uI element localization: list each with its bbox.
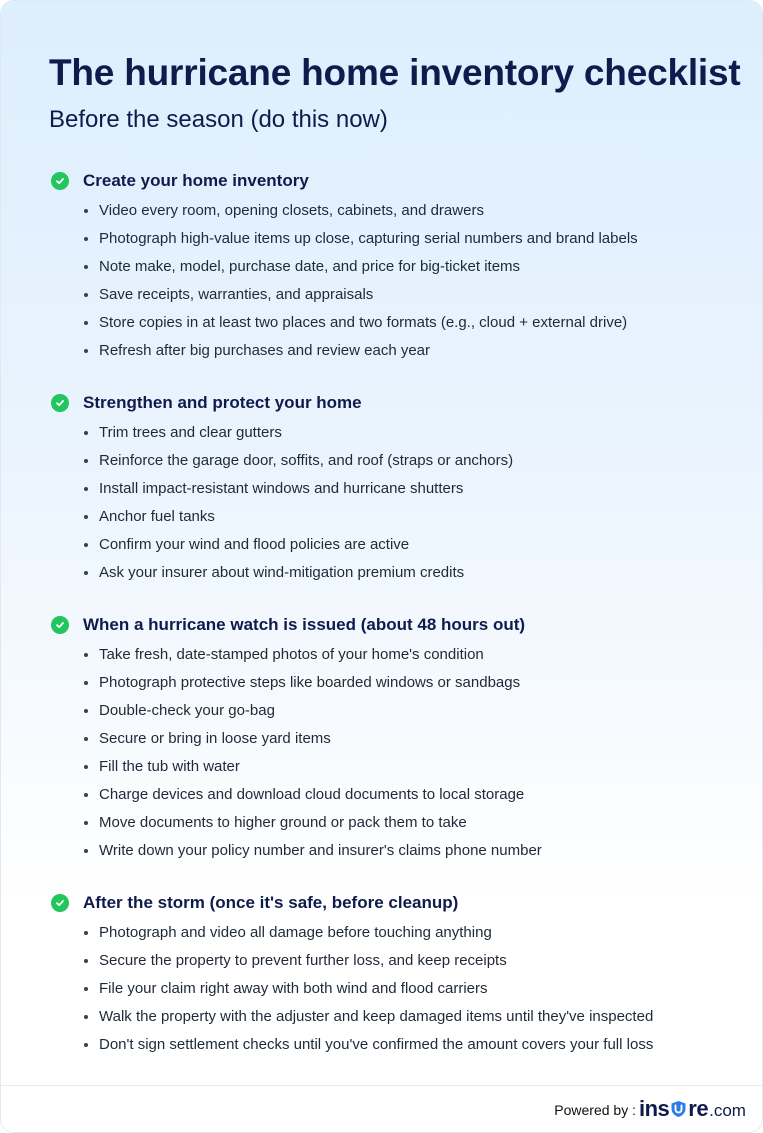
- page-title: The hurricane home inventory checklist: [49, 52, 741, 93]
- section-after-storm: [51, 891, 741, 1059]
- bullet-dot: [84, 849, 88, 853]
- shield-u-icon: [670, 1098, 687, 1116]
- bullet-dot: [84, 515, 88, 519]
- section-header: [51, 391, 741, 415]
- list-item: Trim trees and clear gutters: [51, 419, 741, 447]
- list-item: Don't sign settlement checks until you've confirmed the amount covers your full loss: [51, 1031, 741, 1059]
- section-title: When a hurricane watch is issued (about 48 hours out): [83, 615, 526, 634]
- check-circle-icon: [51, 172, 69, 190]
- list-item: Ask your insurer about wind-mitigation premium credits: [51, 559, 741, 587]
- bullet-dot: [84, 265, 88, 269]
- list-item: Fill the tub with water: [51, 753, 741, 781]
- page-subtitle: Before the season (do this now): [49, 106, 388, 133]
- bullet-dot: [84, 571, 88, 575]
- list-item: Store copies in at least two places and two formats (e.g., cloud + external drive): [51, 309, 741, 337]
- section-header: [51, 891, 741, 915]
- powered-by-label: Powered by :: [554, 1102, 636, 1118]
- bullet-dot: [84, 765, 88, 769]
- bullet-dot: [84, 487, 88, 491]
- list-item: Move documents to higher ground or pack them to take: [51, 809, 741, 837]
- section-header: [51, 613, 741, 637]
- bullet-dot: [84, 1043, 88, 1047]
- bullet-dot: [84, 709, 88, 713]
- list-item: Anchor fuel tanks: [51, 503, 741, 531]
- list-item: File your claim right away with both wind and flood carriers: [51, 975, 741, 1003]
- list-item: Photograph and video all damage before touching anything: [51, 919, 741, 947]
- list-item: Install impact-resistant windows and hurricane shutters: [51, 475, 741, 503]
- bullet-dot: [84, 653, 88, 657]
- bullet-dot: [84, 459, 88, 463]
- checklist-items: [51, 919, 741, 1059]
- list-item: Write down your policy number and insurer's claims phone number: [51, 837, 741, 865]
- section-title: After the storm (once it's safe, before cleanup): [83, 893, 459, 912]
- check-circle-icon: [51, 394, 69, 412]
- bullet-dot: [84, 737, 88, 741]
- list-item: Charge devices and download cloud documents to local storage: [51, 781, 741, 809]
- bullet-dot: [84, 293, 88, 297]
- list-item: Reinforce the garage door, soffits, and roof (straps or anchors): [51, 447, 741, 475]
- list-item: Refresh after big purchases and review each year: [51, 337, 741, 365]
- list-item: Video every room, opening closets, cabinets, and drawers: [51, 197, 741, 225]
- bullet-dot: [84, 1015, 88, 1019]
- list-item: Note make, model, purchase date, and price for big-ticket items: [51, 253, 741, 281]
- bullet-dot: [84, 431, 88, 435]
- list-item: Walk the property with the adjuster and keep damaged items until they've inspected: [51, 1003, 741, 1031]
- section-strengthen-home: [51, 391, 741, 587]
- bullet-dot: [84, 321, 88, 325]
- insure-logo-link[interactable]: [639, 1096, 746, 1122]
- list-item: Save receipts, warranties, and appraisals: [51, 281, 741, 309]
- checklist-items: [51, 641, 741, 865]
- list-item: Secure the property to prevent further loss, and keep receipts: [51, 947, 741, 975]
- check-circle-icon: [51, 894, 69, 912]
- bullet-dot: [84, 349, 88, 353]
- list-item: Take fresh, date-stamped photos of your home's condition: [51, 641, 741, 669]
- section-hurricane-watch: [51, 613, 741, 865]
- list-item: Photograph high-value items up close, capturing serial numbers and brand labels: [51, 225, 741, 253]
- bullet-dot: [84, 793, 88, 797]
- section-title: Strengthen and protect your home: [83, 393, 362, 412]
- check-circle-icon: [51, 616, 69, 634]
- list-item: Double-check your go-bag: [51, 697, 741, 725]
- bullet-dot: [84, 987, 88, 991]
- bullet-dot: [84, 237, 88, 241]
- bullet-dot: [84, 543, 88, 547]
- bullet-dot: [84, 209, 88, 213]
- section-title: Create your home inventory: [83, 171, 309, 190]
- logo-tld: .com: [709, 1101, 746, 1120]
- bullet-dot: [84, 681, 88, 685]
- list-item: Confirm your wind and flood policies are active: [51, 531, 741, 559]
- list-item: Secure or bring in loose yard items: [51, 725, 741, 753]
- section-header: [51, 169, 741, 193]
- bullet-dot: [84, 931, 88, 935]
- list-item: Photograph protective steps like boarded windows or sandbags: [51, 669, 741, 697]
- bullet-dot: [84, 959, 88, 963]
- checklist-items: [51, 419, 741, 587]
- checklist-items: [51, 197, 741, 365]
- logo-wordmark: ins re: [639, 1096, 709, 1121]
- footer: [1, 1085, 763, 1133]
- bullet-dot: [84, 821, 88, 825]
- section-create-inventory: [51, 169, 741, 365]
